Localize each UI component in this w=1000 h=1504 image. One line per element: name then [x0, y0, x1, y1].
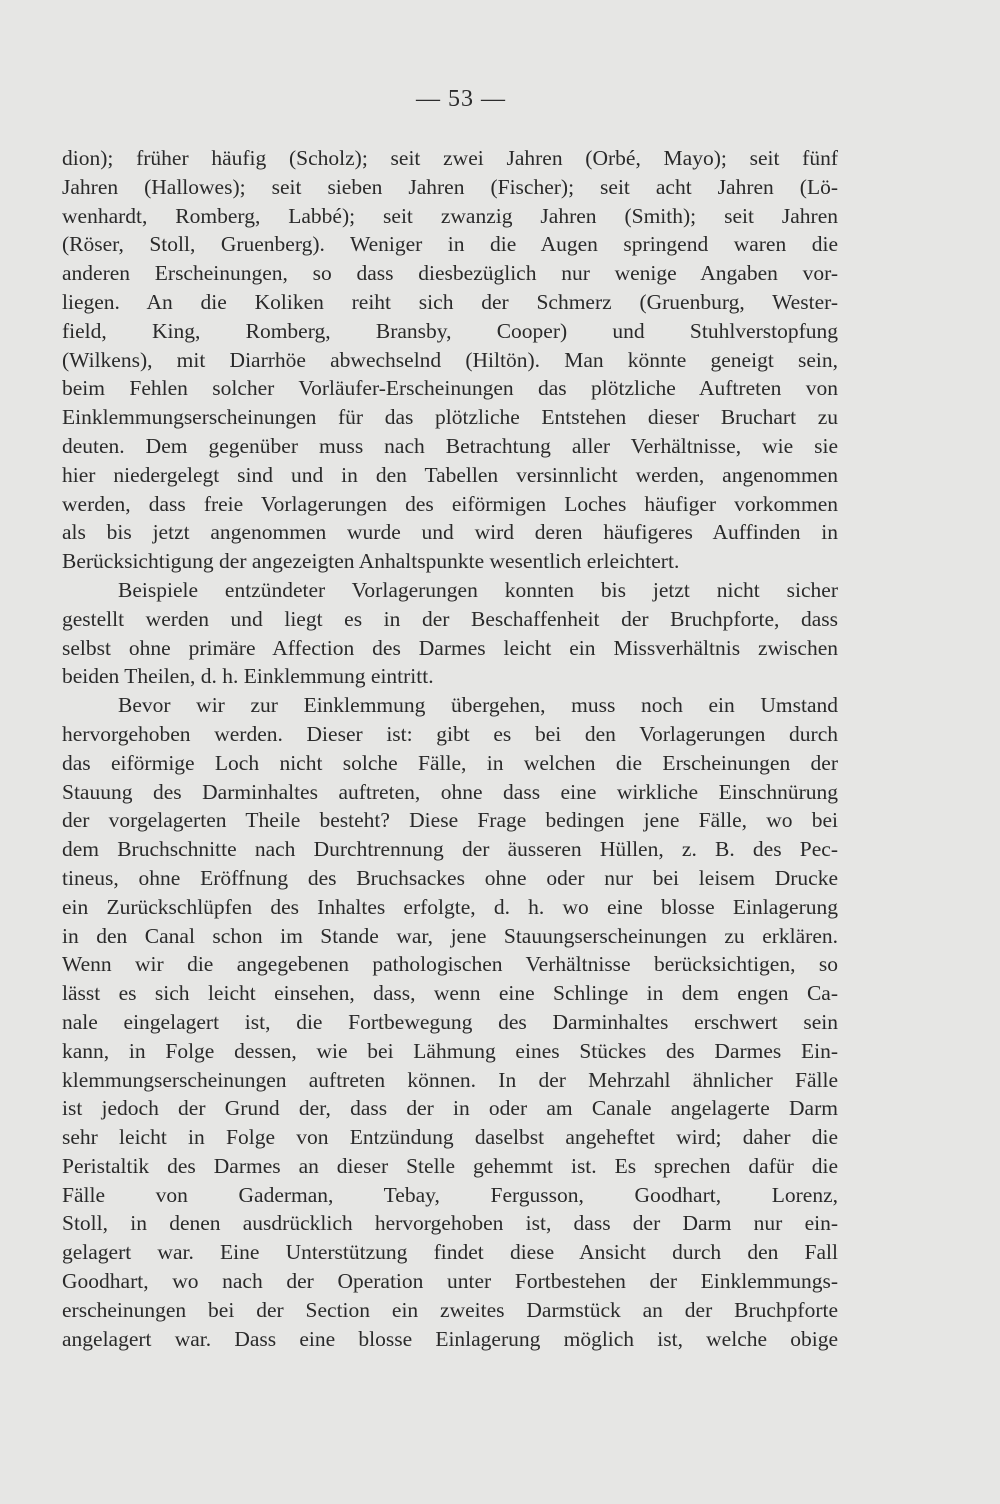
- text-line: sehr leicht in Folge von Entzündung daselbst angeheftet wird; daher die: [62, 1125, 838, 1150]
- text-line: der vorgelagerten Theile besteht? Diese Frage bedingen jene Fälle, wo bei: [62, 808, 838, 833]
- text-line: als bis jetzt angenommen wurde und wird deren häufigeres Auffinden in: [62, 520, 838, 545]
- text-line: dion); früher häufig (Scholz); seit zwei Jahren (Orbé, Mayo); seit fünf: [62, 146, 838, 170]
- text-line: beim Fehlen solcher Vorläufer-Erscheinungen das plötzliche Auftreten von: [62, 376, 838, 401]
- text-line: werden, dass freie Vorlagerungen des eiförmigen Loches häufiger vorkommen: [62, 491, 838, 516]
- text-line: beiden Theilen, d. h. Einklemmung eintritt.: [62, 664, 434, 689]
- text-line: Goodhart, wo nach der Operation unter Fortbestehen der Einklemmungs-: [62, 1269, 838, 1294]
- text-line: Einklemmungserscheinungen für das plötzliche Entstehen dieser Bruchart zu: [62, 405, 838, 430]
- text-line: gestellt werden und liegt es in der Beschaffenheit der Bruchpforte, dass: [62, 606, 838, 631]
- text-line: selbst ohne primäre Affection des Darmes leicht ein Missverhältnis zwischen: [62, 635, 838, 660]
- text-line: Peristaltik des Darmes an dieser Stelle gehemmt ist. Es sprechen dafür die: [62, 1153, 838, 1178]
- text-line: (Röser, Stoll, Gruenberg). Weniger in die Augen springend waren die: [62, 232, 838, 257]
- body-text: [62, 144, 838, 1353]
- text-line: das eiförmige Loch nicht solche Fälle, in welchen die Erscheinungen der: [62, 750, 838, 775]
- text-line: Fälle von Gaderman, Tebay, Fergusson, Goodhart, Lorenz,: [62, 1182, 838, 1207]
- text-line: (Wilkens), mit Diarrhöe abwechselnd (Hiltön). Man könnte geneigt sein,: [62, 347, 838, 372]
- text-line: dem Bruchschnitte nach Durchtrennung der äusseren Hüllen, z. B. des Pec-: [62, 837, 838, 862]
- text-line: Beispiele entzündeter Vorlagerungen konnten bis jetzt nicht sicher: [118, 577, 838, 602]
- page-number: — 53 —: [416, 86, 506, 112]
- text-line: ein Zurückschlüpfen des Inhaltes erfolgte, d. h. wo eine blosse Einlagerung: [62, 894, 838, 919]
- text-line: tineus, ohne Eröffnung des Bruchsackes ohne oder nur bei leisem Drucke: [62, 865, 838, 890]
- text-line: field, King, Romberg, Bransby, Cooper) und Stuhlverstopfung: [62, 318, 838, 343]
- text-line: kann, in Folge dessen, wie bei Lähmung eines Stückes des Darmes Ein-: [62, 1038, 838, 1063]
- text-line: Jahren (Hallowes); seit sieben Jahren (Fischer); seit acht Jahren (Lö-: [62, 174, 838, 199]
- text-line: Berücksichtigung der angezeigten Anhaltspunkte wesentlich erleichtert.: [62, 549, 680, 574]
- text-line: ist jedoch der Grund der, dass der in oder am Canale angelagerte Darm: [62, 1096, 838, 1121]
- text-line: Stoll, in denen ausdrücklich hervorgehoben ist, dass der Darm nur ein-: [62, 1211, 838, 1236]
- text-line: Wenn wir die angegebenen pathologischen Verhältnisse berücksichtigen, so: [62, 952, 838, 977]
- text-line: klemmungserscheinungen auftreten können. In der Mehrzahl ähnlicher Fälle: [62, 1067, 838, 1092]
- text-line: liegen. An die Koliken reiht sich der Schmerz (Gruenburg, Wester-: [62, 289, 838, 314]
- text-line: hervorgehoben werden. Dieser ist: gibt es bei den Vorlagerungen durch: [62, 721, 838, 746]
- text-line: in den Canal schon im Stande war, jene Stauungserscheinungen zu erklären.: [62, 923, 838, 948]
- text-line: Bevor wir zur Einklemmung übergehen, muss noch ein Umstand: [118, 693, 838, 718]
- text-line: wenhardt, Romberg, Labbé); seit zwanzig Jahren (Smith); seit Jahren: [62, 203, 838, 228]
- text-line: erscheinungen bei der Section ein zweites Darmstück an der Bruchpforte: [62, 1297, 838, 1322]
- text-line: Stauung des Darminhaltes auftreten, ohne dass eine wirkliche Einschnürung: [62, 779, 838, 804]
- text-line: gelagert war. Eine Unterstützung findet diese Ansicht durch den Fall: [62, 1240, 838, 1265]
- text-line: angelagert war. Dass eine blosse Einlagerung möglich ist, welche obige: [62, 1326, 838, 1351]
- text-line: hier niedergelegt sind und in den Tabellen versinnlicht werden, angenommen: [62, 462, 838, 487]
- text-line: deuten. Dem gegenüber muss nach Betrachtung aller Verhältnisse, wie sie: [62, 433, 838, 458]
- text-line: anderen Erscheinungen, so dass diesbezüglich nur wenige Angaben vor-: [62, 261, 838, 286]
- text-line: lässt es sich leicht einsehen, dass, wenn eine Schlinge in dem engen Ca-: [62, 981, 838, 1006]
- text-line: nale eingelagert ist, die Fortbewegung des Darminhaltes erschwert sein: [62, 1009, 838, 1034]
